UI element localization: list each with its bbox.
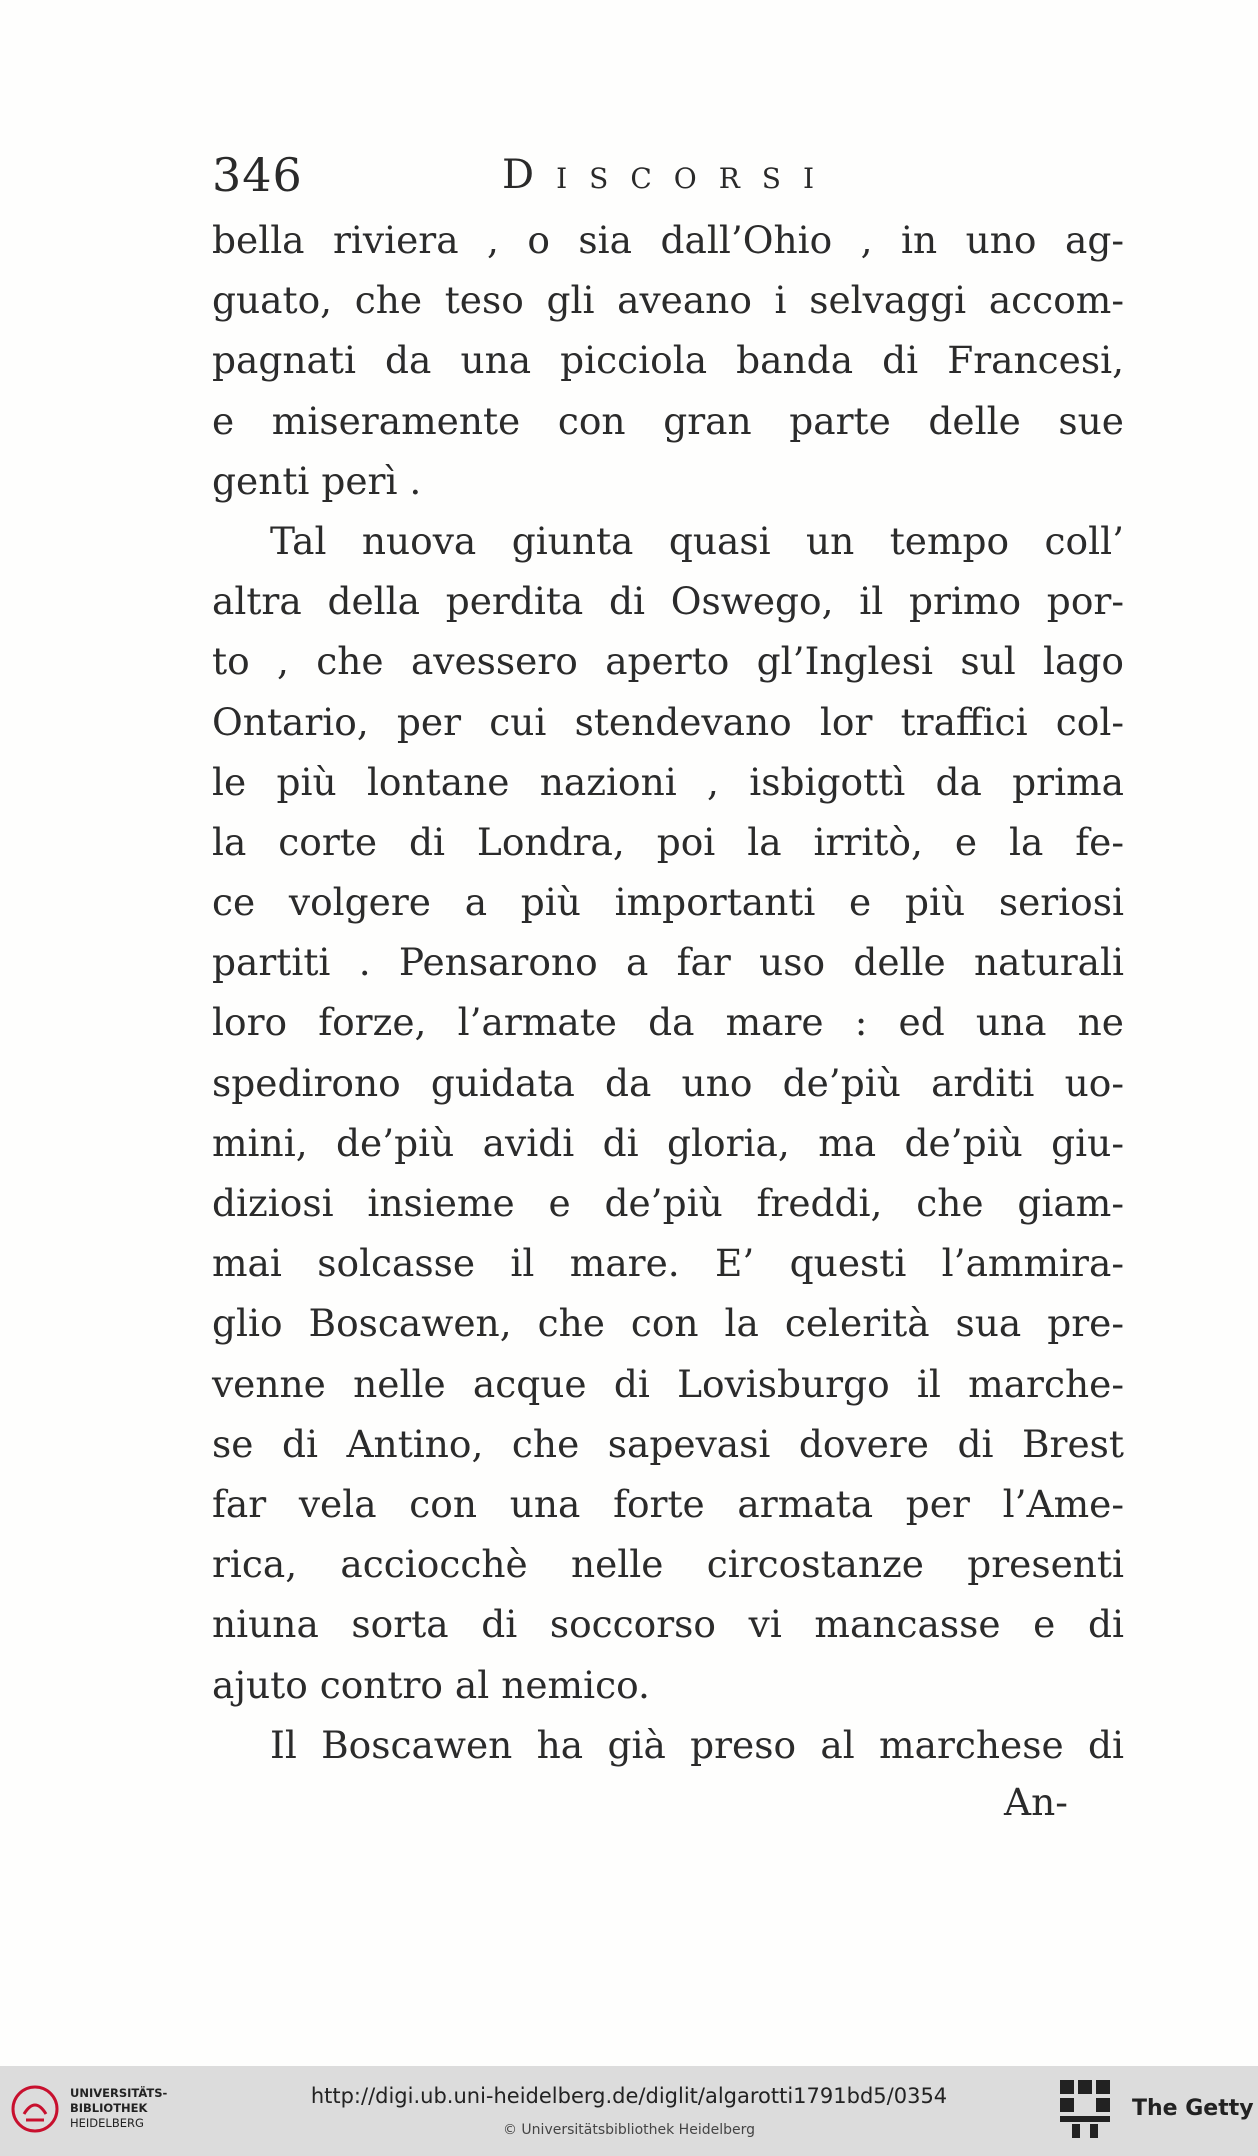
page-header [212,148,1112,208]
text-line: to , che avessero aperto gl’Inglesi sul lago [212,639,1124,684]
university-name-line: BIBLIOTHEK [70,2101,148,2115]
copyright-notice: © Universitätsbibliothek Heidelberg [502,2122,755,2138]
running-head: Discorsi [502,152,837,198]
text-line: loro forze, l’armate da mare : ed una ne [212,1000,1124,1045]
text-line: Ontario, per cui stendevano lor traffici col- [212,699,1124,744]
text-line: ajuto contro al nemico. [212,1662,650,1707]
text-line: Il Boscawen ha già preso al marchese di [270,1722,1124,1767]
text-line: le più lontane nazioni , isbigottì da prima [212,759,1124,804]
text-line: niuna sorta di soccorso vi mancasse e di [212,1602,1124,1647]
text-line: e miseramente con gran parte delle sue [212,398,1124,443]
text-line: partiti . Pensarono a far uso delle naturali [212,940,1124,985]
page-number: 346 [212,148,303,202]
viewer-footer [0,2066,1258,2156]
getty-name[interactable]: The Getty [1132,2096,1254,2121]
text-line: mini, de’più avidi di gloria, ma de’più giu- [212,1120,1124,1165]
text-line: rica, acciocchè nelle circostanze presenti [212,1542,1124,1587]
text-line: far vela con una forte armata per l’Ame- [212,1481,1124,1526]
text-line: mai solcasse il mare. E’ questi l’ammira- [212,1241,1124,1286]
getty-logo-icon[interactable] [1058,2078,1112,2140]
text-line: genti perì . [212,458,422,503]
text-line: ce volgere a più importanti e più seriosi [212,880,1124,925]
text-line: venne nelle acque di Lovisburgo il marche- [212,1361,1124,1406]
text-line: bella riviera , o sia dall’Ohio , in uno ag- [212,218,1124,262]
text-line: se di Antino, che sapevasi dovere di Brest [212,1421,1124,1466]
text-line: Tal nuova giunta quasi un tempo coll’ [270,518,1124,563]
text-line: spedirono guidata da uno de’più arditi uo- [212,1060,1124,1105]
text-line: la corte di Londra, poi la irritò, e la fe- [212,819,1124,864]
permalink-url[interactable]: http://digi.ub.uni-heidelberg.de/diglit/algarotti1791bd5/0354 [310,2084,948,2108]
body-text [212,210,1124,1775]
text-line: diziosi insieme e de’più freddi, che giam- [212,1181,1124,1225]
text-line: pagnati da una picciola banda di Francesi, [212,338,1124,383]
text-line: altra della perdita di Oswego, il primo por- [212,579,1124,624]
catchword: An- [1004,1780,1068,1824]
university-name-line: HEIDELBERG [70,2116,144,2130]
university-name-line: UNIVERSITÄTS- [70,2086,168,2100]
text-line: glio Boscawen, che con la celerità sua pre- [212,1301,1124,1346]
text-line: guato, che teso gli aveano i selvaggi accom- [212,278,1124,323]
